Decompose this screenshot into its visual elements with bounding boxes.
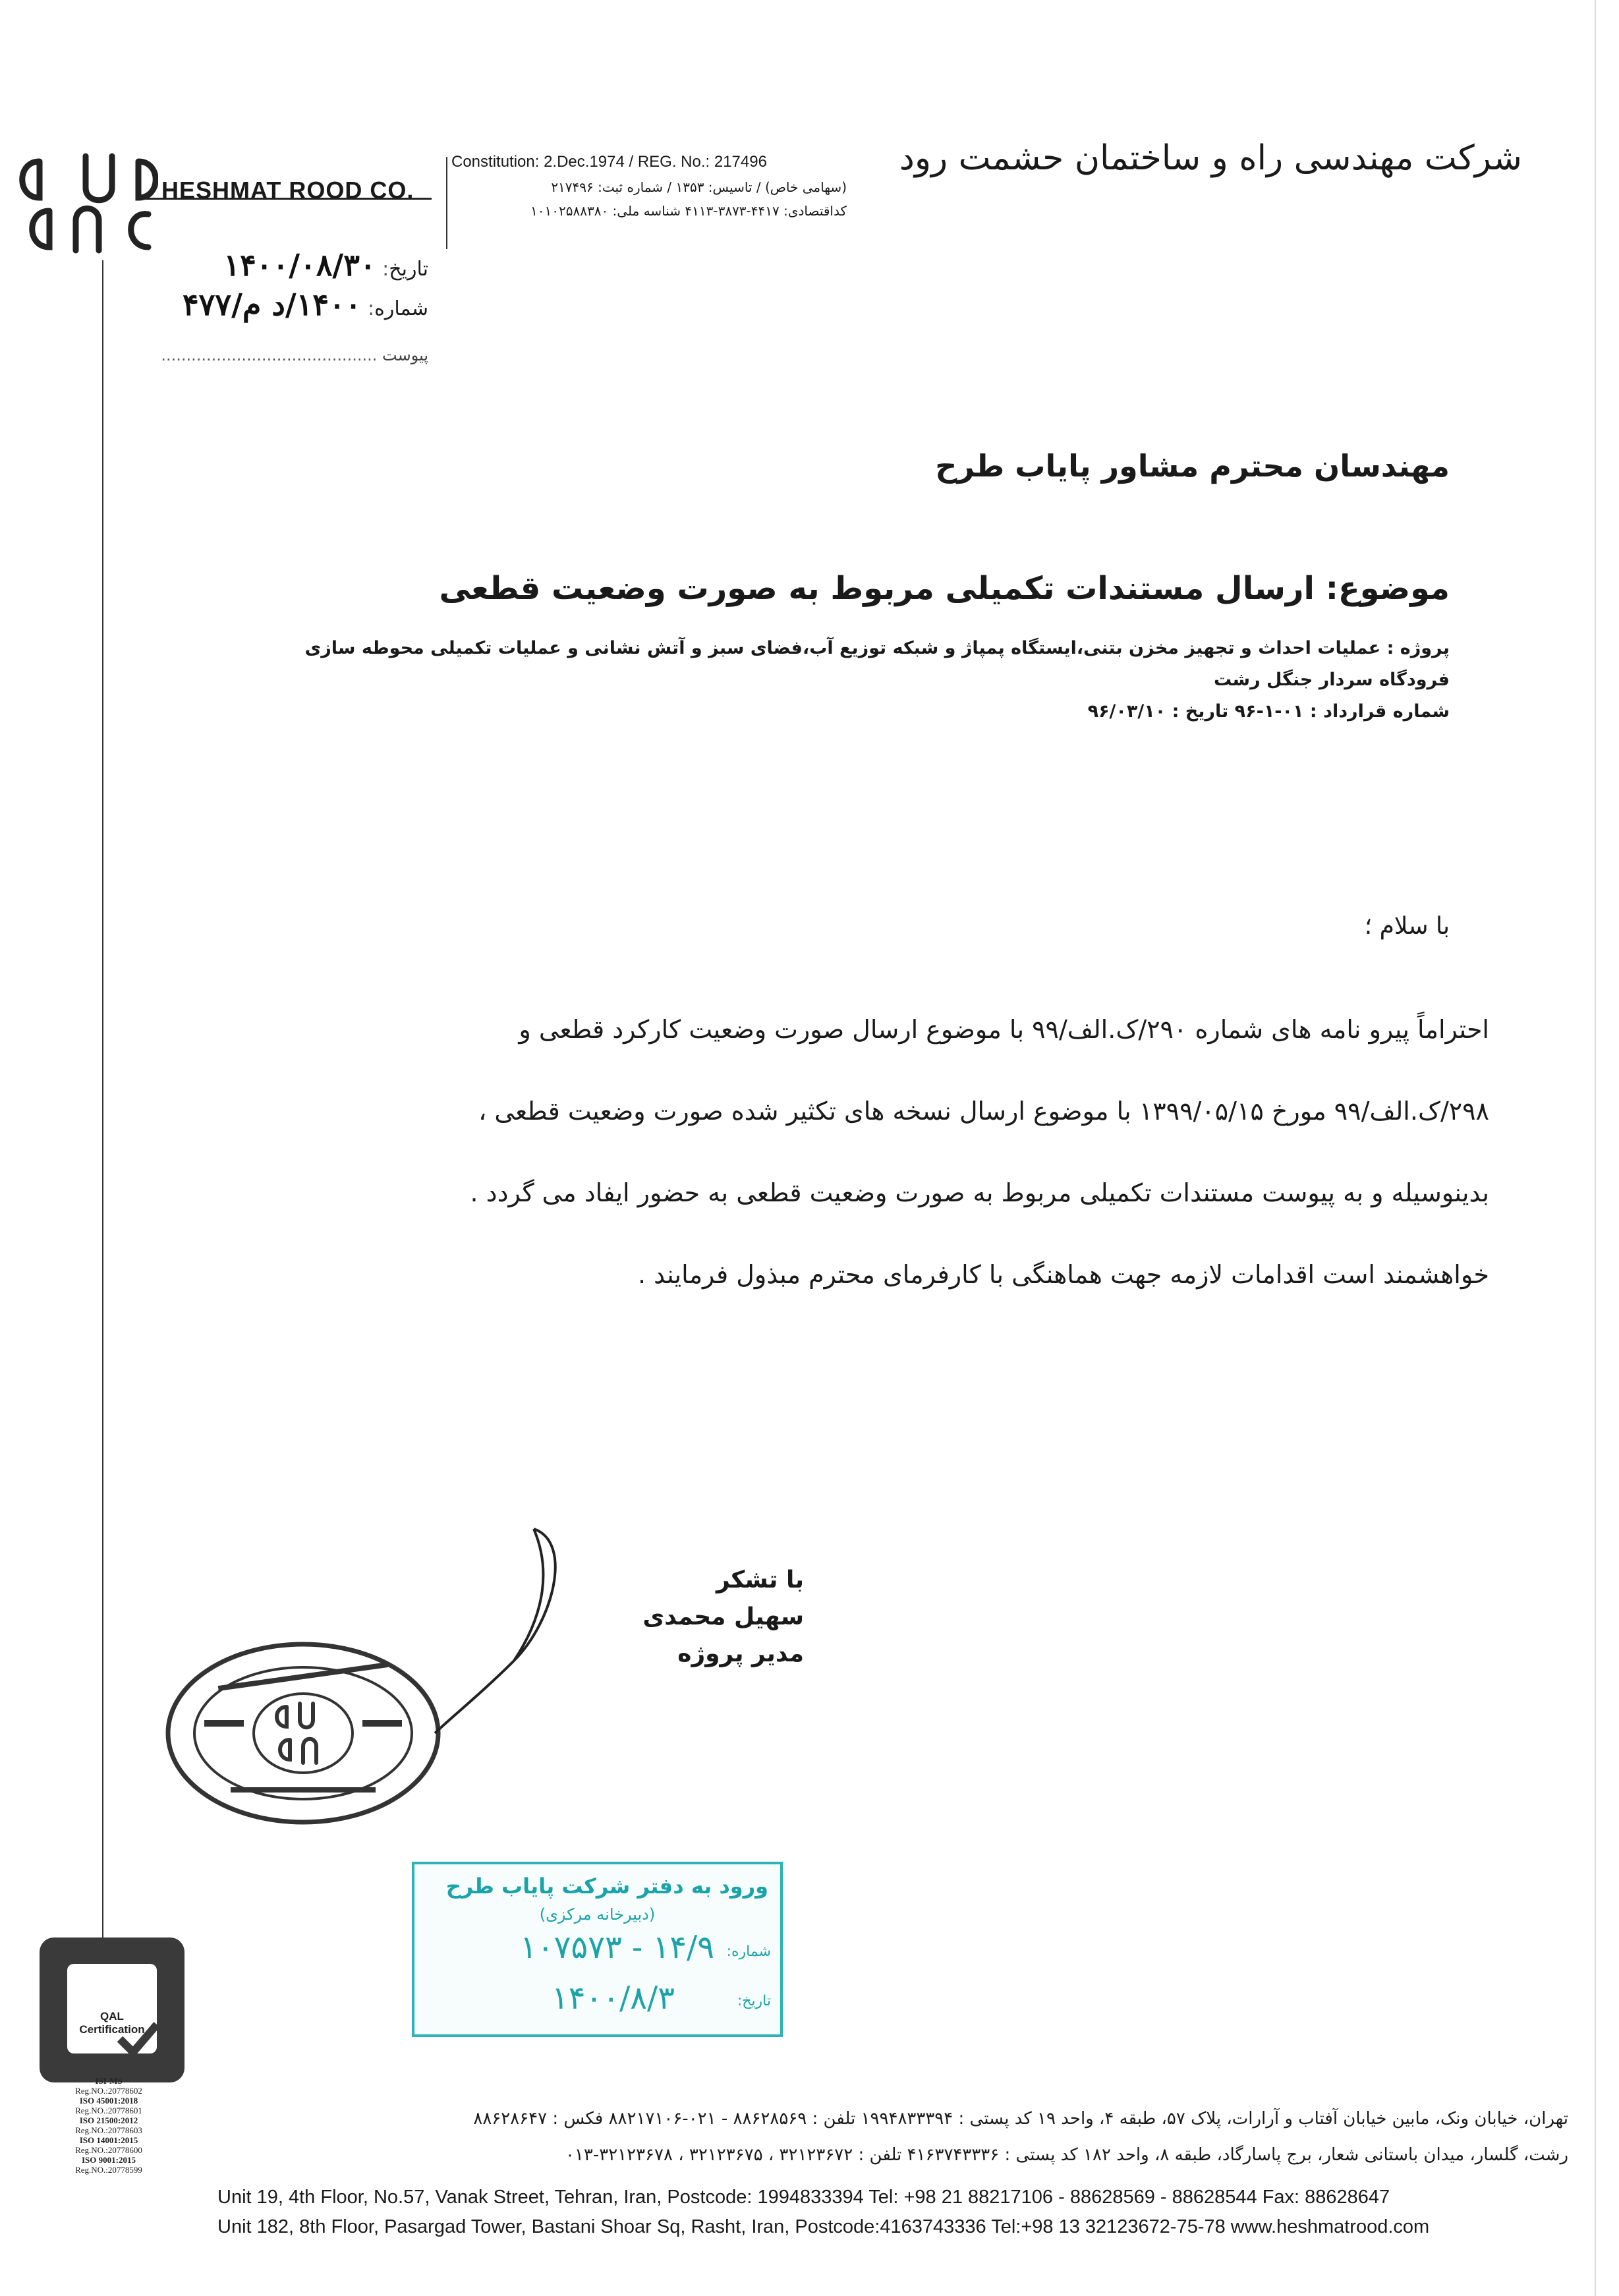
economic-code-fa: کداقتصادی: ۴۴۱۷-۳۸۷۳-۴۱۱۳ شناسه ملی: ۱۰۱۰۲۵۸۸۳۸۰: [530, 203, 847, 219]
project-line-2: فرودگاه سردار جنگل رشت: [1213, 670, 1450, 690]
subject: موضوع: ارسال مستندات تکمیلی مربوط به صورت وضعیت قطعی: [439, 570, 1450, 607]
registration-block: [451, 153, 847, 219]
company-name-en: HESHMAT ROOD CO.: [161, 177, 414, 204]
project-info: [303, 633, 1450, 728]
receipt-title: ورود به دفتر شرکت پایاب طرح: [445, 1874, 768, 1899]
receipt-number-label: شماره:: [726, 1943, 771, 1960]
attachment-label: پیوست: [382, 346, 428, 364]
body-line: بدینوسیله و به پیوست مستندات تکمیلی مربوط به صورت وضعیت قطعی به حضور ایفاد می گردد .: [470, 1178, 1489, 1207]
receipt-stamp: [412, 1862, 783, 2037]
cert-item: ISO 45001:2018 Reg.NO.:20778601: [75, 2096, 142, 2115]
body-line: خواهشمند است اقدامات لازمه جهت هماهنگی با کارفرمای محترم مبذول فرمایند .: [637, 1260, 1489, 1289]
qal-certification-badge: [40, 1937, 185, 2082]
body-line: احتراماً پیرو نامه های شماره ۲۹۰/ک.الف/۹۹ با موضوع ارسال صورت وضعیت کارکرد قطعی و: [519, 1015, 1489, 1044]
project-line-1: پروژه : عملیات احداث و تجهیز مخزن بتنی،ایستگاه پمپاژ و شبکه توزیع آب،فضای سبز و آتش نشانی و عملیات تکمیلی محوطه سازی: [304, 638, 1450, 658]
checkmark-icon: [115, 2019, 161, 2059]
cert-item: ISO 21500:2012 Reg.NO.:20778603: [75, 2115, 142, 2135]
letter-attachment: پیوست ...........................................: [161, 346, 428, 364]
contract-line: شماره قرارداد : ۰۱-۱-۹۶ تاریخ : ۹۶/۰۳/۱۰: [1087, 701, 1450, 722]
greeting: با سلام ؛: [1364, 913, 1450, 940]
body-line: ۲۹۸/ک.الف/۹۹ مورخ ۱۳۹۹/۰۵/۱۵ با موضوع ارسال نسخه های تکثیر شده صورت وضعیت قطعی ،: [478, 1097, 1489, 1126]
date-label: تاریخ: [389, 258, 428, 281]
company-logo-icon: [13, 148, 158, 260]
certification-list: [43, 2076, 175, 2175]
registration-fa: (سهامی خاص) / تاسیس: ۱۳۵۳ / شماره ثبت: ۲۱۷۴۹۶: [551, 179, 847, 195]
qal-badge-inner: [67, 1964, 157, 2053]
footer-address-rasht-fa: رشت، گلسار، میدان باستانی شعار، برج پاسارگاد، طبقه ۸، واحد ۱۸۲ کد پستی : ۴۱۶۳۷۴۳۳۳۶ تلفن : ۳۲۱۲۳۶۷۲ ، ۳۲۱۲۳۶۷۵ ، ۳۲۱۲۳۶۷۸-۰۱۳: [565, 2145, 1568, 2165]
letter-date: تاریخ: ۱۴۰۰/۰۸/۳۰: [223, 247, 428, 283]
qal-badge-line2: Certification: [79, 2023, 145, 2036]
header-divider: [446, 157, 447, 249]
company-seal-icon: [158, 1634, 448, 1832]
signature-block: [435, 1562, 804, 1673]
receipt-date-label: تاریخ:: [737, 1993, 771, 2009]
receipt-number-value: ۱۴/۹ - ۱۰۷۵۷۳: [520, 1929, 714, 1966]
qal-badge-line1: QAL: [100, 2010, 124, 2023]
margin-rule: [102, 260, 103, 1974]
cert-item: ISI-MS Reg.NO.:20778602: [75, 2076, 142, 2096]
number-value: ۱۴۰۰/د م/۴۷۷: [182, 287, 362, 322]
cert-item: ISO 9001:2015 Reg.NO.:20778599: [75, 2155, 142, 2175]
closing: با تشکر: [716, 1566, 804, 1593]
cert-item: ISO 14001:2015 Reg.NO.:20778600: [75, 2135, 142, 2155]
footer-address-tehran-en: Unit 19, 4th Floor, No.57, Vanak Street, Tehran, Iran, Postcode: 1994833394 Tel: +98 21 88217106 - 88628569 - 88628544 Fax: 88628647: [217, 2187, 1390, 2208]
letter-body: [277, 989, 1489, 1315]
letter-number: شماره: ۱۴۰۰/د م/۴۷۷: [182, 287, 428, 322]
signer-title: مدیر پروژه: [677, 1640, 804, 1667]
footer-address-tehran-fa: تهران، خیابان ونک، مابین خیابان آفتاب و آرارات، پلاک ۵۷، طبقه ۴، واحد ۱۹ کد پستی : ۱۹۹۴۸۳۳۳۹۴ تلفن : ۸۸۶۲۸۵۶۹ - ۰۲۱-۸۸۲۱۷۱۰۶ فکس : ۸۸۶۲۸۶۴۷: [473, 2109, 1568, 2129]
registration-en: Constitution: 2.Dec.1974 / REG. No.: 217496: [451, 153, 767, 171]
signer-name: سهیل محمدی: [642, 1603, 804, 1630]
date-value: ۱۴۰۰/۰۸/۳۰: [223, 247, 376, 283]
number-label: شماره: [374, 297, 428, 320]
receipt-subtitle: (دبیرخانه مرکزی): [539, 1905, 656, 1924]
addressee: مهندسان محترم مشاور پایاب طرح: [935, 448, 1450, 484]
scan-edge: [1595, 0, 1596, 2296]
footer-address-rasht-en: Unit 182, 8th Floor, Pasargad Tower, Bastani Shoar Sq, Rasht, Iran, Postcode:4163743336 Tel:+98 13 32123672-75-78 www.heshmatrood.com: [217, 2216, 1430, 2237]
company-name-fa: شرکت مهندسی راه و ساختمان حشمت رود: [899, 138, 1522, 178]
receipt-date-value: ۱۴۰۰/۸/۳: [551, 1980, 675, 2017]
